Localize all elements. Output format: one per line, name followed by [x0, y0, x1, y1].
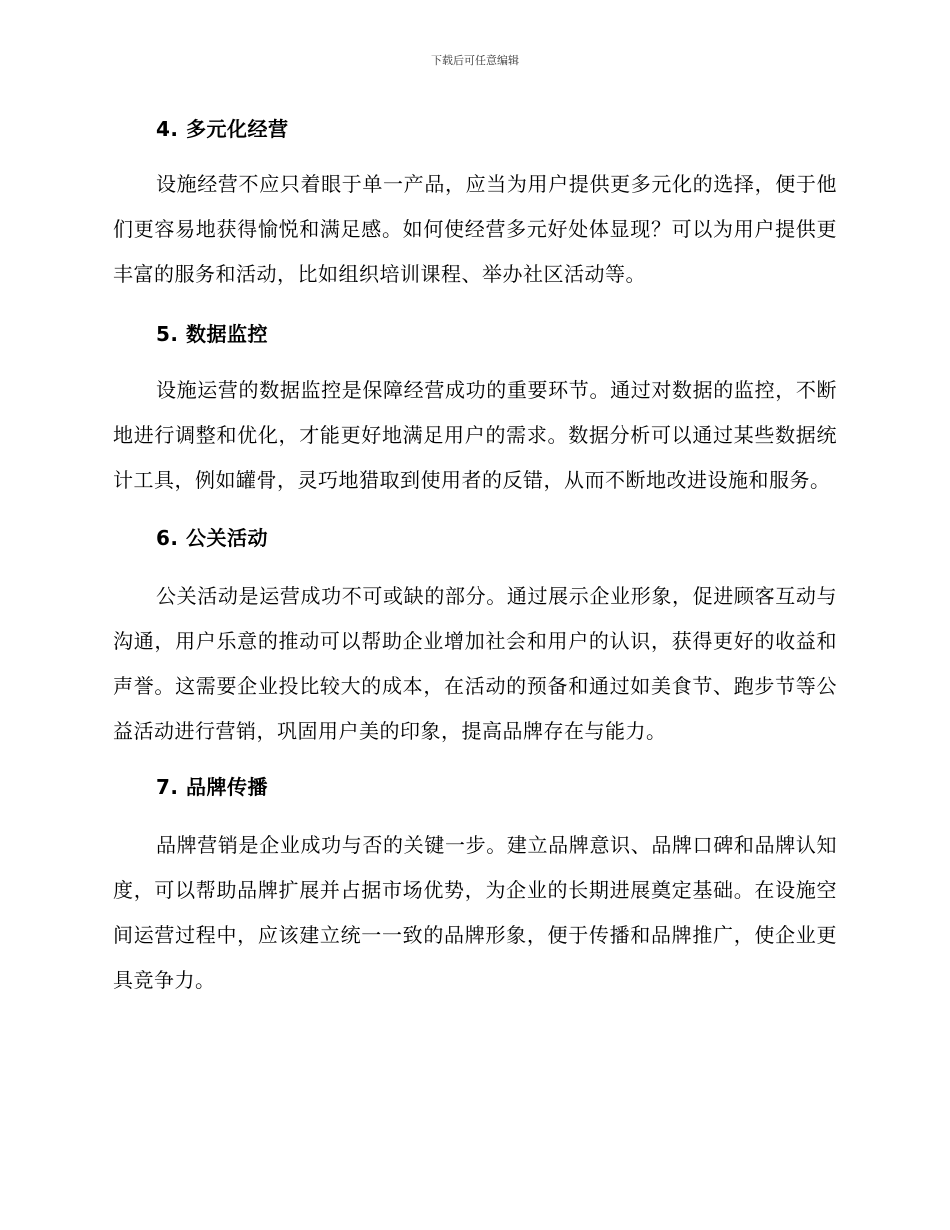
section-paragraph: 公关活动是运营成功不可或缺的部分。通过展示企业形象，促进顾客互动与沟通，用户乐意的推动可以帮助企业增加社会和用户的认识，获得更好的收益和声誉。这需要企业投比较大的成本，在活动的预备和通过如美食节、跑步节等公益活动进行营销，巩固用户美的印象，提高品牌存在与能力。 [113, 584, 837, 743]
section-paragraph: 设施经营不应只着眼于单一产品，应当为用户提供更多元化的选择，便于他们更容易地获得愉悦和满足感。如何使经营多元好处体显现？可以为用户提供更丰富的服务和活动，比如组织培训课程、举办社区活动等。 [113, 172, 837, 286]
page-header: 下载后可任意编辑 [431, 54, 519, 67]
section-paragraph: 设施运营的数据监控是保障经营成功的重要环节。通过对数据的监控，不断地进行调整和优化，才能更好地满足用户的需求。数据分析可以通过某些数据统计工具，例如罐骨，灵巧地猎取到使用者的反错，从而不断地改进设施和服务。 [113, 378, 837, 492]
section-heading: 5. 数据监控 [156, 322, 268, 346]
section-heading: 4. 多元化经营 [156, 117, 289, 141]
document-body [113, 112, 837, 1003]
section-paragraph: 品牌营销是企业成功与否的关键一步。建立品牌意识、品牌口碑和品牌认知度，可以帮助品牌扩展并占据市场优势，为企业的长期进展奠定基础。在设施空间运营过程中，应该建立统一一致的品牌形象，便于传播和品牌推广，使企业更具竞争力。 [113, 833, 837, 992]
section-heading: 7. 品牌传播 [156, 775, 268, 799]
section-heading: 6. 公关活动 [156, 526, 268, 550]
